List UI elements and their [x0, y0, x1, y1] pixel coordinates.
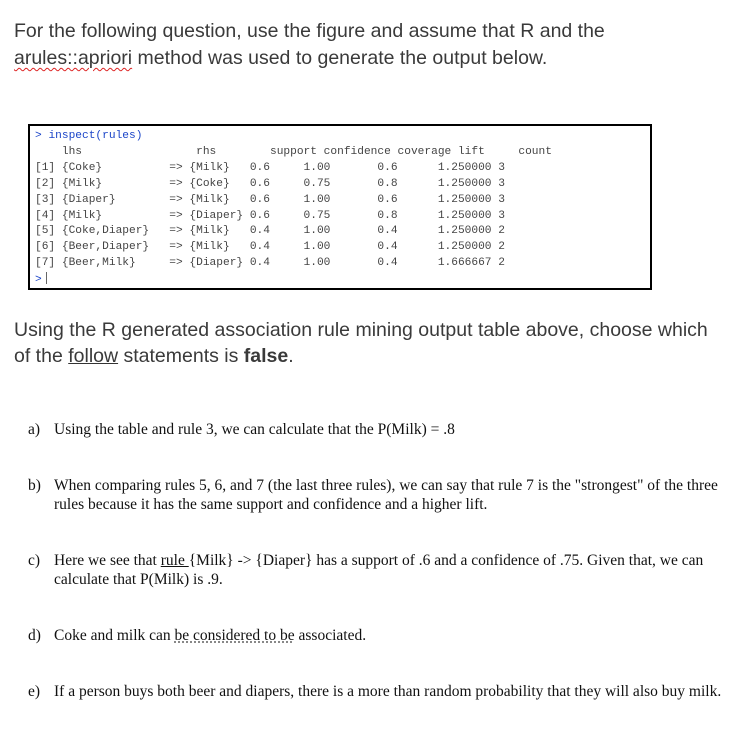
- option-a: [28, 420, 728, 439]
- question-text: [14, 317, 714, 369]
- option-text: [54, 551, 728, 589]
- question-mid: statements is: [118, 345, 244, 367]
- intro-text-before: For the following question, use the figure and assume that R and the: [14, 20, 605, 42]
- question-line: Using the R generated association rule mining output table above, choose which of the: [14, 319, 708, 367]
- option-letter: b): [28, 477, 41, 494]
- intro-package-name: arules::apriori: [14, 47, 133, 69]
- text-cursor: [46, 272, 47, 284]
- console-row: [3] {Diaper} => {Milk} 0.6 1.00 0.6 1.250000 3: [35, 193, 505, 206]
- question-underlined-word: follow: [68, 345, 119, 367]
- option-letter: d): [28, 627, 41, 644]
- console-row: [5] {Coke,Diaper} => {Milk} 0.4 1.00 0.4 1.250000 2: [35, 225, 505, 238]
- option-text: If a person buys both beer and diapers, there is a more than random probability that they will also buy milk.: [54, 683, 722, 700]
- option-b: [28, 476, 728, 514]
- intro-text-after: method was used to generate the output below.: [132, 47, 548, 69]
- option-d: [28, 626, 728, 645]
- console-row: [4] {Milk} => {Diaper} 0.6 0.75 0.8 1.250000 3: [35, 209, 505, 222]
- console-table-header: lhs rhs support confidence coverage lift count: [35, 145, 552, 158]
- option-letter: e): [28, 683, 41, 700]
- option-text-pre: Coke and milk can: [54, 627, 175, 644]
- console-row: [6] {Beer,Diaper} => {Milk} 0.4 1.00 0.4 1.250000 2: [35, 241, 505, 254]
- console-command: inspect(rules): [48, 130, 143, 142]
- option-e: [28, 682, 728, 701]
- console-prompt: >: [35, 274, 42, 287]
- option-letter: c): [28, 552, 41, 569]
- option-letter: a): [28, 421, 41, 438]
- intro-paragraph: [14, 18, 714, 72]
- option-text: [54, 626, 728, 645]
- console-command-line: [35, 129, 650, 145]
- option-text-pre: Here we see that: [54, 552, 161, 569]
- console-row: [1] {Coke} => {Milk} 0.6 1.00 0.6 1.250000 3: [35, 161, 505, 174]
- console-input-line[interactable]: [35, 272, 650, 289]
- r-console-output: [28, 124, 652, 290]
- option-c: [28, 551, 728, 589]
- option-dotted-phrase: be considered to be: [174, 627, 295, 644]
- question-bold-word: false: [243, 345, 289, 367]
- option-text: When comparing rules 5, 6, and 7 (the last three rules), we can say that rule 7 is the "strongest" of the three rules because it has the same support and confidence and a higher lift.: [54, 477, 718, 513]
- console-row: [7] {Beer,Milk} => {Diaper} 0.4 1.00 0.4 1.666667 2: [35, 257, 505, 270]
- console-prompt: >: [35, 130, 42, 142]
- option-underlined-word: rule: [160, 552, 189, 569]
- question-end: .: [288, 345, 294, 367]
- option-text: Using the table and rule 3, we can calculate that the P(Milk) = .8: [54, 421, 455, 438]
- console-row: [2] {Milk} => {Coke} 0.6 0.75 0.8 1.250000 3: [35, 177, 505, 190]
- option-text-post: associated.: [294, 627, 367, 644]
- option-text-post: {Milk} -> {Diaper} has a support of .6 and a confidence of .75. Given that, we can calculate that P(Milk) is .9.: [54, 552, 704, 588]
